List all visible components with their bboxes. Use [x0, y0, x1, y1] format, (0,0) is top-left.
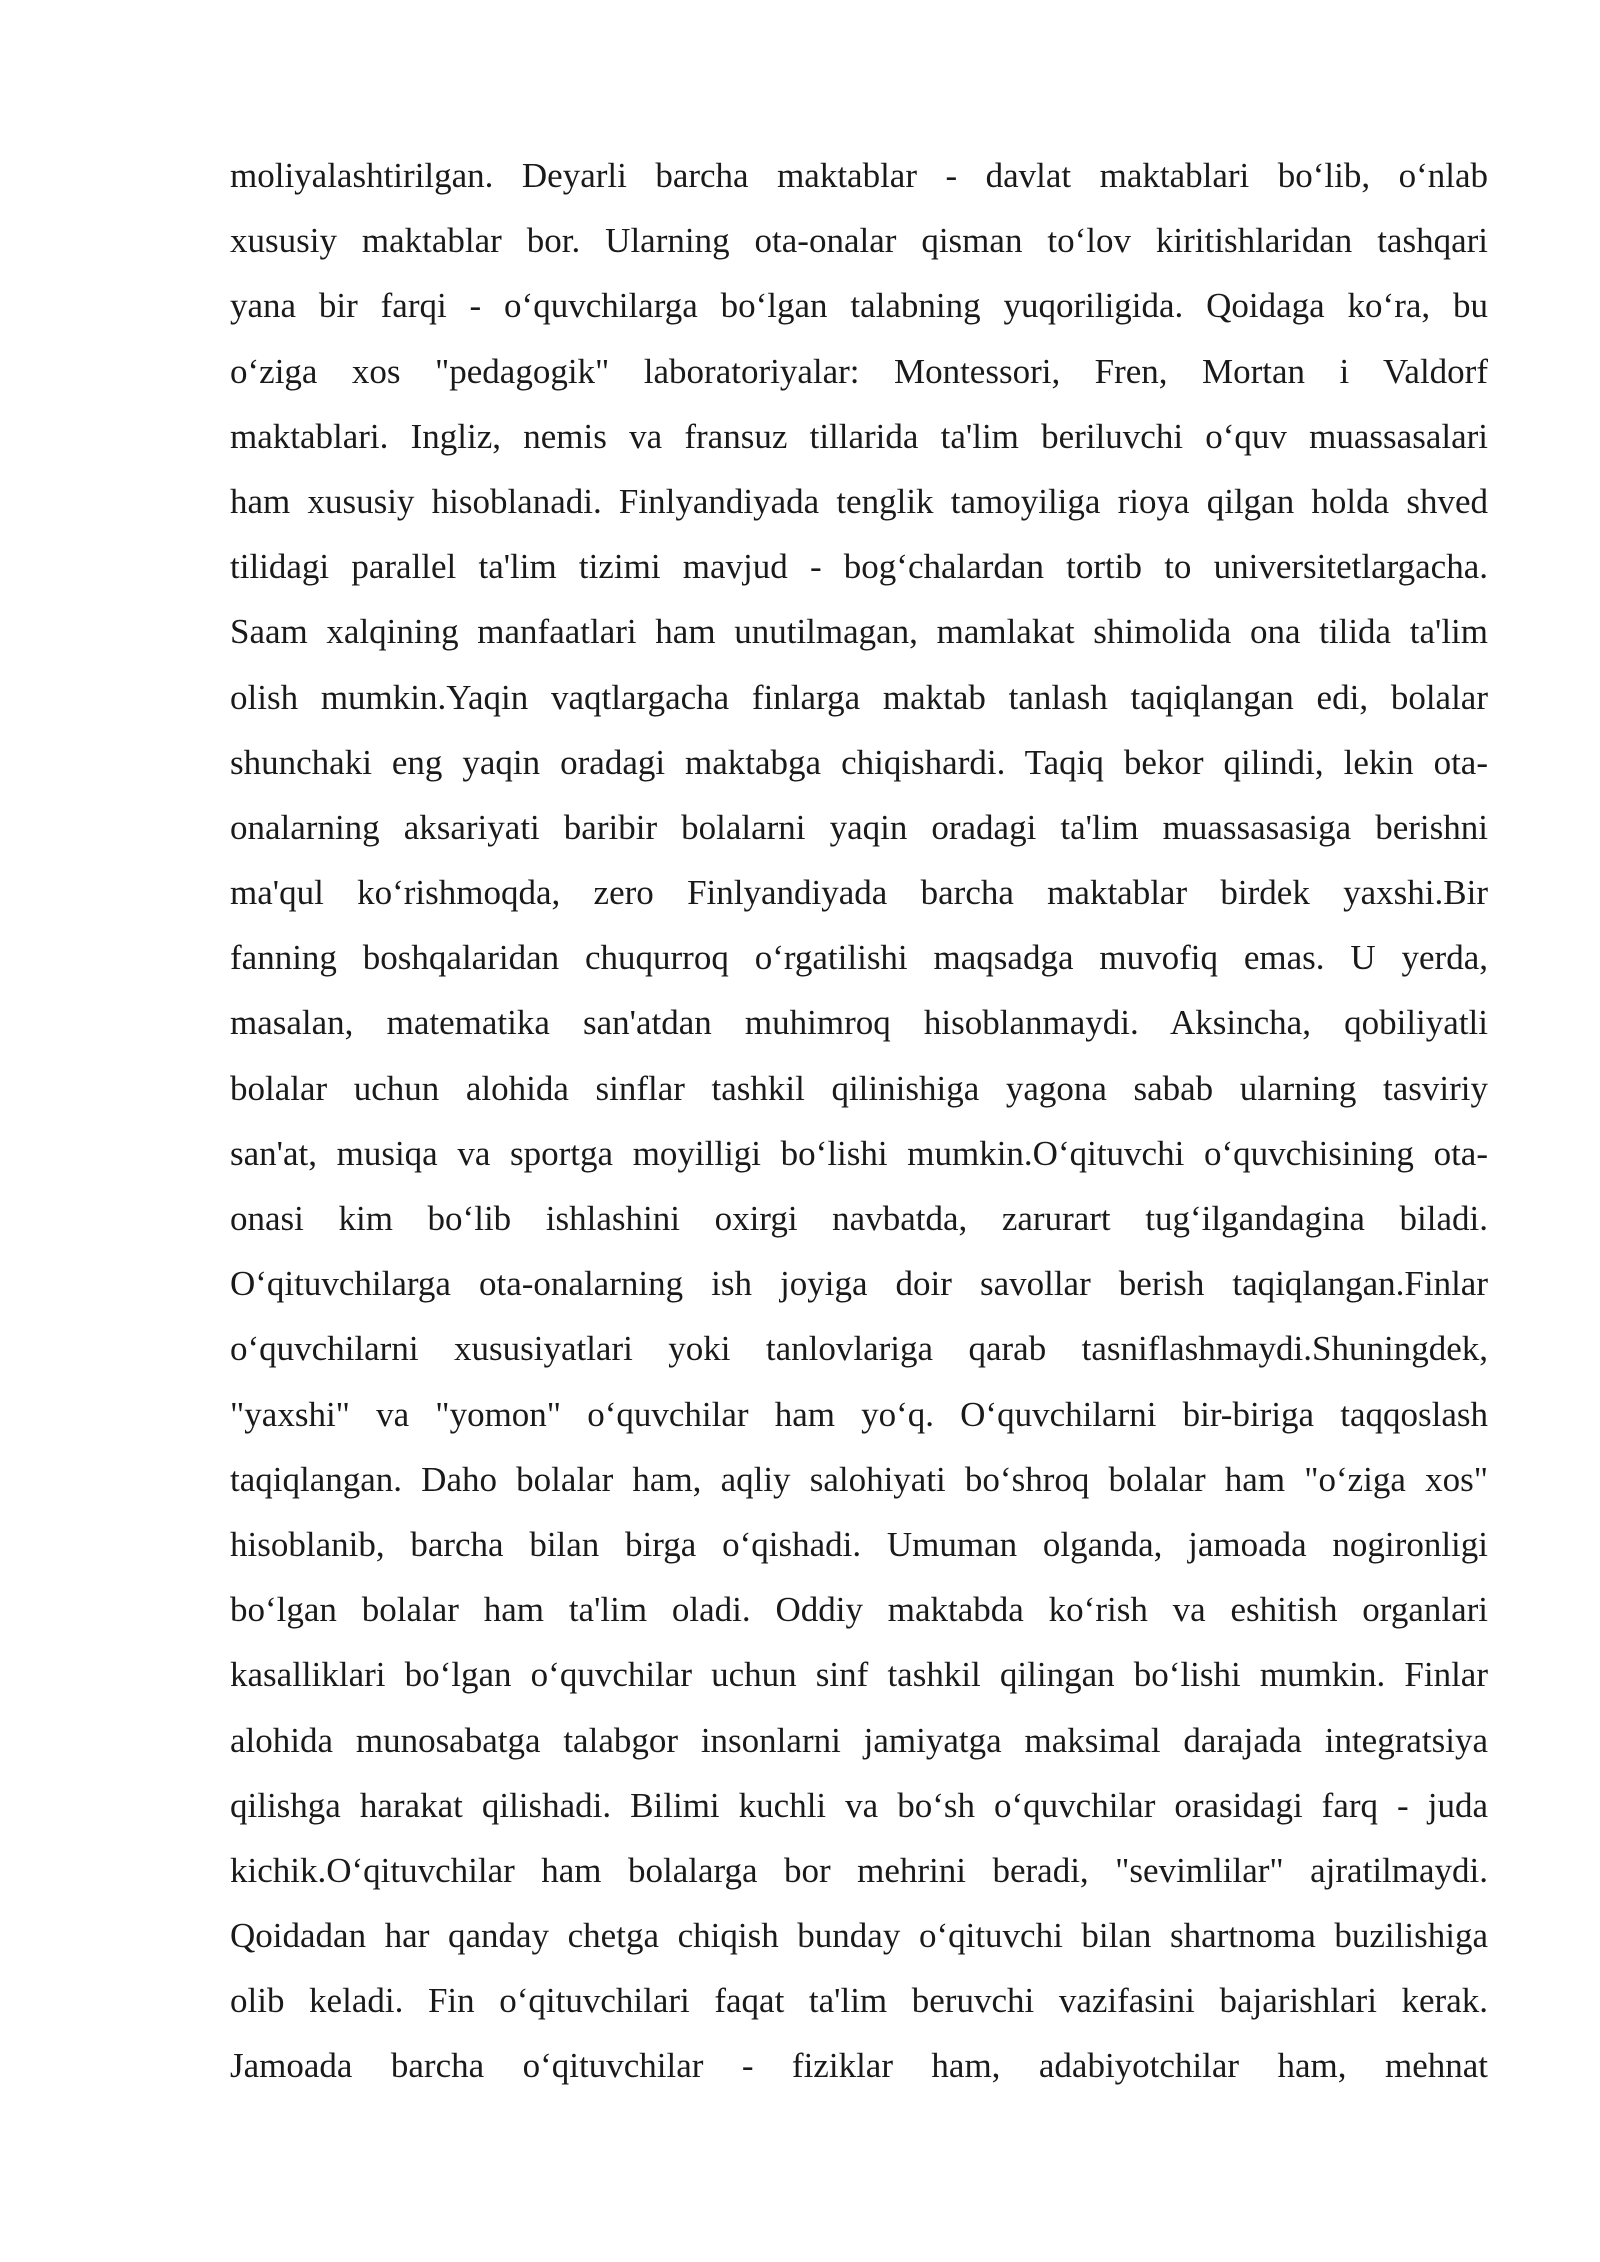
- text-line: qilishga harakat qilishadi. Bilimi kuchli va bo‘sh o‘quvchilar orasidagi farq - juda: [230, 1785, 1488, 1825]
- text-line: shunchaki eng yaqin oradagi maktabga chiqishardi. Taqiq bekor qilindi, lekin ota-: [230, 742, 1488, 782]
- text-line: kasalliklari bo‘lgan o‘quvchilar uchun sinf tashkil qilingan bo‘lishi mumkin. Finlar: [230, 1655, 1488, 1695]
- text-line: taqiqlangan. Daho bolalar ham, aqliy salohiyati bo‘shroq bolalar ham "o‘ziga xos": [230, 1459, 1488, 1499]
- text-line: san'at, musiqa va sportga moyilligi bo‘lishi mumkin.O‘qituvchi o‘quvchisining ota-: [230, 1133, 1488, 1173]
- text-line: kichik.O‘qituvchilar ham bolalarga bor mehrini beradi, "sevimlilar" ajratilmaydi.: [230, 1850, 1488, 1890]
- text-line: ham xususiy hisoblanadi. Finlyandiyada tenglik tamoyiliga rioya qilgan holda shved: [230, 481, 1488, 521]
- text-line: masalan, matematika san'atdan muhimroq hisoblanmaydi. Aksincha, qobiliyatli: [230, 1003, 1488, 1043]
- text-line: onalarning aksariyati baribir bolalarni yaqin oradagi ta'lim muassasasiga berishni: [230, 807, 1488, 847]
- text-line: o‘ziga xos "pedagogik" laboratoriyalar: Montessori, Fren, Mortan i Valdorf: [230, 351, 1488, 391]
- text-line: moliyalashtirilgan. Deyarli barcha maktablar - davlat maktablari bo‘lib, o‘nlab: [230, 156, 1488, 195]
- text-line: olib keladi. Fin o‘qituvchilari faqat ta'lim beruvchi vazifasini bajarishlari kerak.: [230, 1981, 1488, 2021]
- text-line: Qoidadan har qanday chetga chiqish bunday o‘qituvchi bilan shartnoma buzilishiga: [230, 1916, 1488, 1956]
- text-line: hisoblanib, barcha bilan birga o‘qishadi. Umuman olganda, jamoada nogironligi: [230, 1524, 1488, 1564]
- text-line: tilidagi parallel ta'lim tizimi mavjud - bog‘chalardan tortib to universitetlargacha.: [230, 547, 1488, 587]
- text-line: Saam xalqining manfaatlari ham unutilmagan, mamlakat shimolida ona tilida ta'lim: [230, 612, 1488, 652]
- text-line: ma'qul ko‘rishmoqda, zero Finlyandiyada barcha maktablar birdek yaxshi.Bir: [230, 873, 1488, 913]
- text-line: maktablari. Ingliz, nemis va fransuz tillarida ta'lim beriluvchi o‘quv muassasalari: [230, 416, 1488, 456]
- text-line: fanning boshqalaridan chuqurroq o‘rgatilishi maqsadga muvofiq emas. U yerda,: [230, 938, 1488, 978]
- text-line: alohida munosabatga talabgor insonlarni jamiyatga maksimal darajada integratsiya: [230, 1720, 1488, 1760]
- text-line: bolalar uchun alohida sinflar tashkil qilinishiga yagona sabab ularning tasviriy: [230, 1068, 1488, 1108]
- text-line: onasi kim bo‘lib ishlashini oxirgi navbatda, zarurart tug‘ilgandagina biladi.: [230, 1199, 1488, 1238]
- text-line: o‘quvchilarni xususiyatlari yoki tanlovlariga qarab tasniflashmaydi.Shuningdek,: [230, 1329, 1488, 1369]
- text-line: O‘qituvchilarga ota-onalarning ish joyiga doir savollar berish taqiqlangan.Finlar: [230, 1264, 1488, 1304]
- text-line: Jamoada barcha o‘qituvchilar - fiziklar ham, adabiyotchilar ham, mehnat: [230, 2046, 1488, 2086]
- text-line: "yaxshi" va "yomon" o‘quvchilar ham yo‘q. O‘quvchilarni bir-biriga taqqoslash: [230, 1394, 1488, 1434]
- text-line: yana bir farqi - o‘quvchilarga bo‘lgan talabning yuqoriligida. Qoidaga ko‘ra, bu: [230, 286, 1488, 326]
- body-text: [230, 150, 1488, 2106]
- text-line: bo‘lgan bolalar ham ta'lim oladi. Oddiy maktabda ko‘rish va eshitish organlari: [230, 1590, 1488, 1630]
- text-line: xususiy maktablar bor. Ularning ota-onalar qisman to‘lov kiritishlaridan tashqari: [230, 221, 1488, 261]
- text-line: olish mumkin.Yaqin vaqtlargacha finlarga maktab tanlash taqiqlangan edi, bolalar: [230, 677, 1488, 717]
